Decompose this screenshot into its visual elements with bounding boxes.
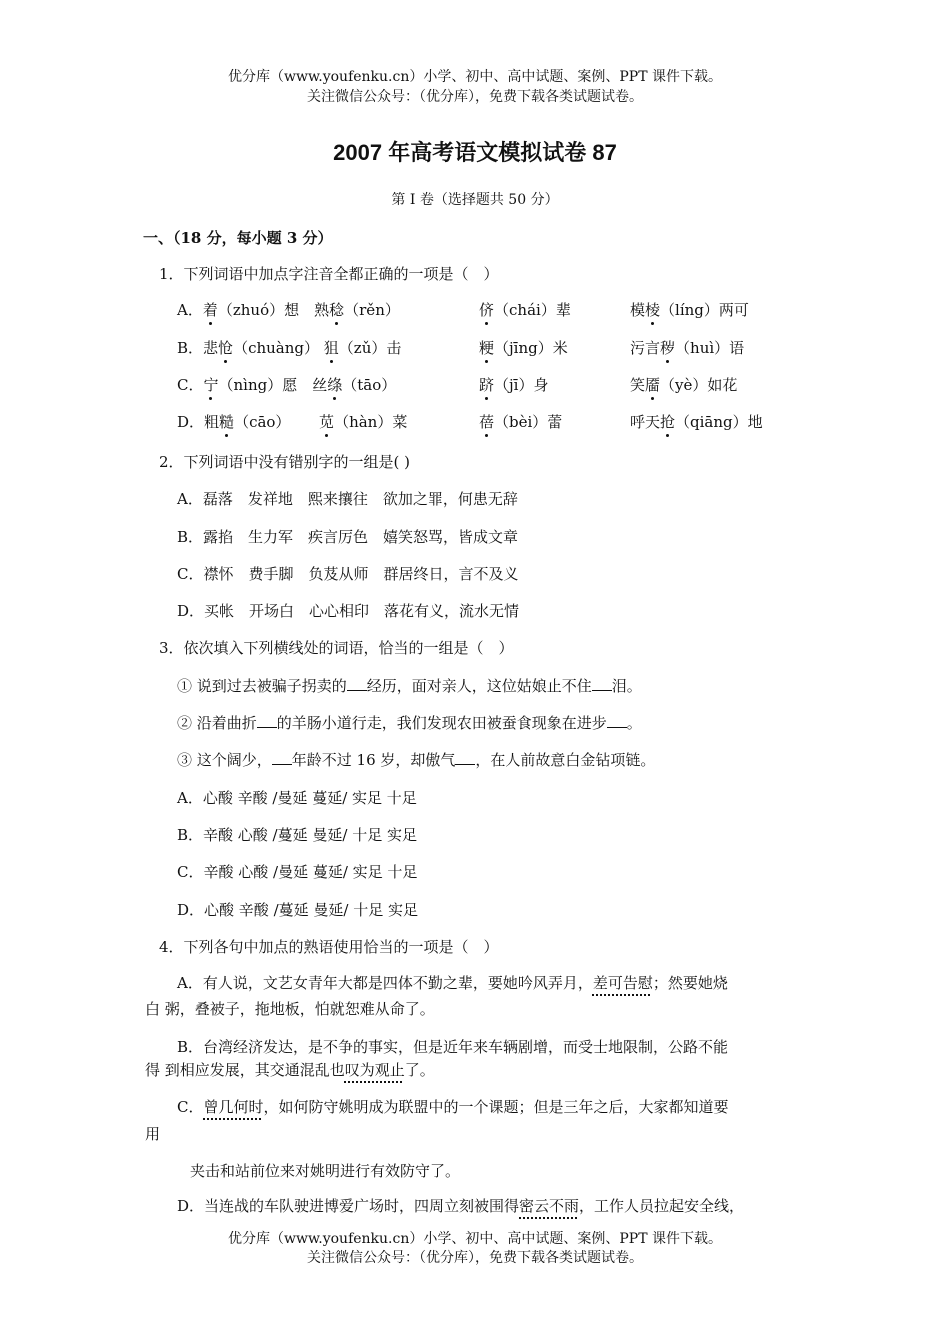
q3-option-a: A．心酸 辛酸 /曼延 蔓延/ 实足 十足 bbox=[177, 789, 417, 807]
q2-option-c: C．襟怀 费手脚 负芨从师 群居终日，言不及义 bbox=[177, 565, 519, 583]
q3-option-c: C．辛酸 心酸 /曼延 蔓延/ 实足 十足 bbox=[177, 863, 418, 881]
q2-option-a: A．磊落 发祥地 熙来攘往 欲加之罪，何患无辞 bbox=[177, 490, 518, 508]
q4-option-a-line2: 白 粥，叠被子，拖地板，怕就恕难从命了。 bbox=[145, 1000, 435, 1018]
q1-option-b-col2: 粳（jīng）米 bbox=[479, 339, 568, 357]
q1-option-a-col2: 侪（chái）辈 bbox=[479, 301, 571, 319]
q1-option-d-col3: 呼天抢（qiāng）地 bbox=[630, 413, 763, 431]
q4-option-c-line3: 夹击和站前位来对姚明进行有效防守了。 bbox=[190, 1162, 461, 1180]
section-heading: 一、（18 分，每小题 3 分） bbox=[143, 229, 333, 247]
q4-option-b-line2: 得 到相应发展，其交通混乱也叹为观止了。 bbox=[145, 1061, 435, 1079]
q1-option-c-col2: 跻（jī）身 bbox=[479, 376, 549, 394]
q4-stem: 4．下列各句中加点的熟语使用恰当的一项是（ ） bbox=[159, 938, 499, 956]
q3-sentence-1: ① 说到过去被骗子拐卖的 经历，面对亲人，这位姑娘止不住 泪。 bbox=[177, 677, 642, 695]
q3-sentence-3: ③ 这个阔少， 年龄不过 16 岁，却傲气 ，在人前故意白金钻项链。 bbox=[177, 751, 656, 769]
q3-option-d: D．心酸 辛酸 /蔓延 曼延/ 十足 实足 bbox=[177, 901, 418, 919]
q1-option-c-col3: 笑靥（yè）如花 bbox=[630, 376, 738, 394]
q1-option-a-col1: A．着（zhuó）想 熟稔（rěn） bbox=[177, 301, 400, 319]
q4-option-b-line1: B．台湾经济发达，是不争的事实，但是近年来车辆剧增，而受士地限制，公路不能 bbox=[177, 1038, 729, 1056]
q4-d-dotted-phrase: 密云不雨 bbox=[519, 1197, 580, 1215]
q2-stem: 2．下列词语中没有错别字的一组是( ) bbox=[159, 453, 411, 471]
q4-option-c-line2: 用 bbox=[145, 1125, 161, 1143]
q1-option-a-col3: 模棱（líng）两可 bbox=[630, 301, 749, 319]
footer-line-1: 优分库（www.youfenku.cn）小学、初中、高中试题、案例、PPT 课件下载。 bbox=[227, 1231, 722, 1247]
q1-stem: 1．下列词语中加点字注音全都正确的一项是（ ） bbox=[159, 265, 499, 283]
q1-option-d-col1: D．粗糙（cāo） 苋（hàn）菜 bbox=[177, 413, 408, 431]
page-title: 2007 年高考语文模拟试卷 87 bbox=[333, 140, 617, 165]
header-line-1: 优分库（www.youfenku.cn）小学、初中、高中试题、案例、PPT 课件下载。 bbox=[227, 69, 722, 85]
q4-option-c-line1: C．曾几何时，如何防守姚明成为联盟中的一个课题；但是三年之后，大家都知道要 bbox=[177, 1098, 729, 1116]
q2-option-d: D．买帐 开场白 心心相印 落花有义，流水无情 bbox=[177, 602, 520, 620]
q4-b-dotted-phrase: 叹为观止 bbox=[344, 1061, 405, 1079]
q4-option-a-line1: A．有人说，文艺女青年大都是四体不勤之辈，要她吟风弄月，差可告慰；然要她烧 bbox=[177, 974, 728, 992]
q2-option-b: B．露掐 生力军 疾言厉色 嬉笑怒骂，皆成文章 bbox=[177, 528, 519, 546]
q4-option-d-line1: D．当连战的车队驶进博爱广场时，四周立刻被围得密云不雨，工作人员拉起安全线， bbox=[177, 1197, 745, 1215]
q4-a-dotted-phrase: 差可告慰 bbox=[592, 974, 653, 992]
q1-option-c-col1: C．宁（nìng）愿 丝绦（tāo） bbox=[177, 376, 397, 394]
q3-stem: 3．依次填入下列横线处的词语，恰当的一组是（ ） bbox=[159, 639, 514, 657]
q1-option-b-col1: B．悲怆（chuàng） 狙（zǔ）击 bbox=[177, 339, 402, 357]
page-subtitle: 第 I 卷（选择题共 50 分） bbox=[391, 192, 559, 208]
header-line-2: 关注微信公众号：（优分库），免费下载各类试题试卷。 bbox=[307, 89, 643, 105]
footer-line-2: 关注微信公众号：（优分库），免费下载各类试题试卷。 bbox=[307, 1250, 643, 1266]
q1-option-d-col2: 蓓（bèi）蕾 bbox=[479, 413, 563, 431]
q1-option-b-col3: 污言秽（huì）语 bbox=[630, 339, 745, 357]
q4-c-dotted-phrase: 曾几何时 bbox=[203, 1098, 264, 1116]
q3-sentence-2: ② 沿着曲折 的羊肠小道行走，我们发现农田被蚕食现象在进步 。 bbox=[177, 714, 642, 732]
q3-option-b: B．辛酸 心酸 /蔓延 曼延/ 十足 实足 bbox=[177, 826, 417, 844]
